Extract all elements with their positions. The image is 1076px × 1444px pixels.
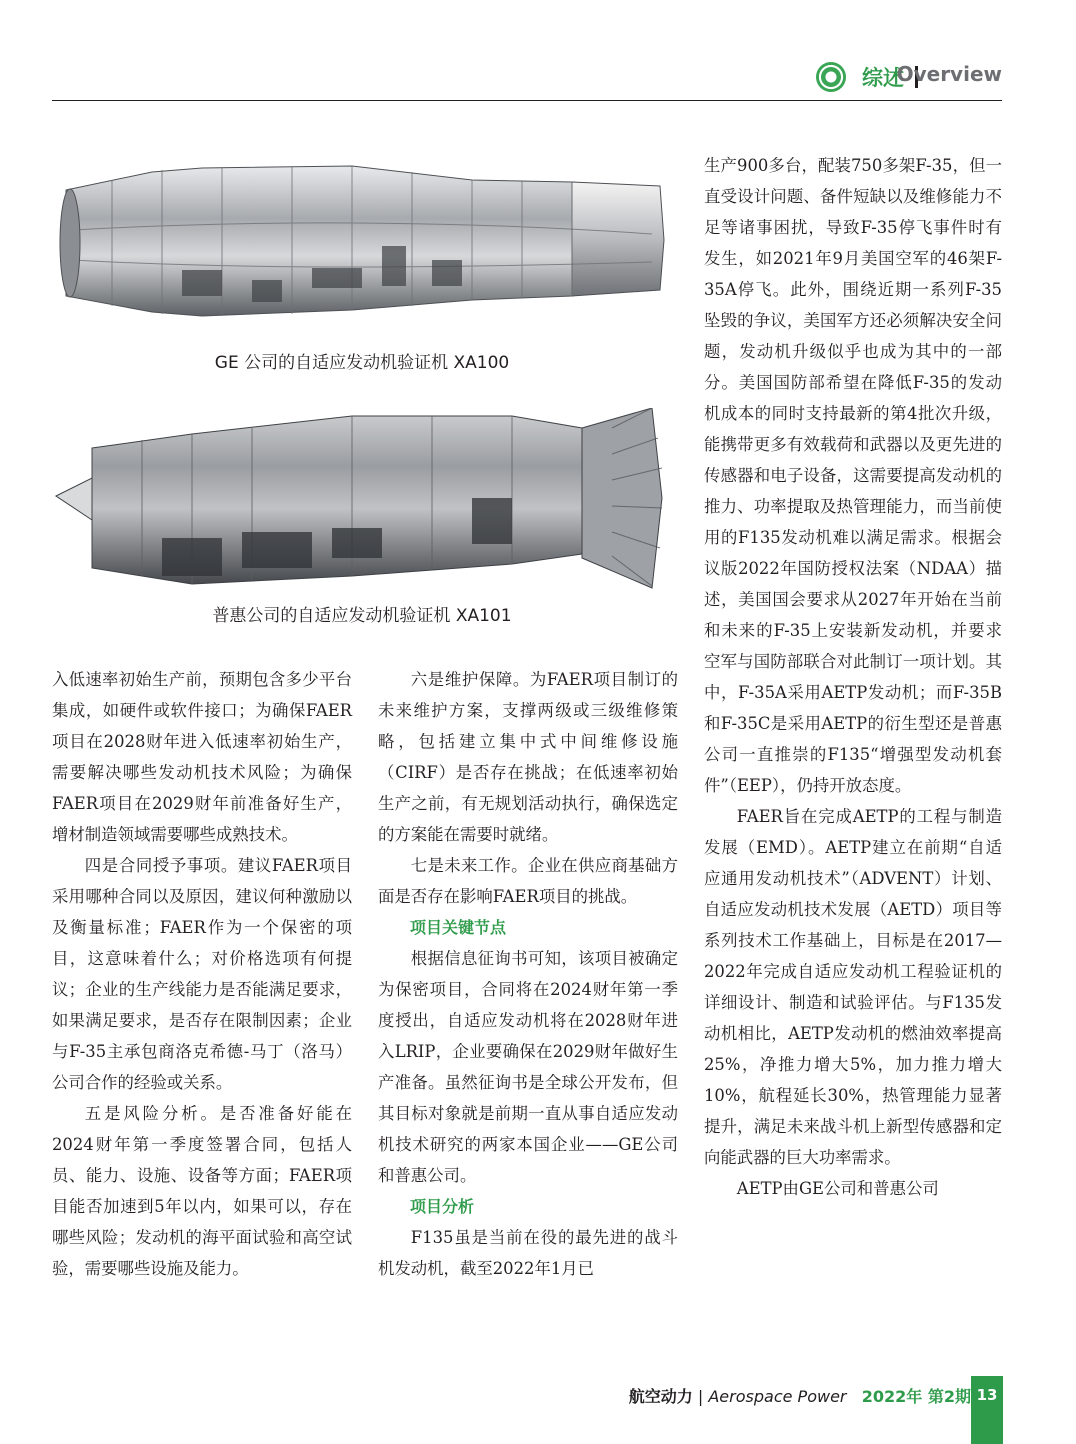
- page-header: [52, 54, 1002, 101]
- section-heading: 项目关键节点: [410, 918, 507, 937]
- xa100-engine-image: [52, 150, 680, 336]
- section-heading: 项目分析: [410, 1197, 475, 1216]
- issue-label: 2022年 第2期: [861, 1387, 971, 1406]
- section-logo-icon: [816, 62, 846, 92]
- page-number: 13: [971, 1376, 1003, 1444]
- paragraph: 五是风险分析。是否准备好能在2024财年第一季度签署合同，包括人员、能力、设施、设备等方面；FAER项目能否加速到5年以内，如果可以，存在哪些风险；发动机的海平面试验和高空试验，需要哪些设施及能力。: [52, 1104, 352, 1278]
- paragraph: AETP由GE公司和普惠公司: [736, 1179, 939, 1198]
- journal-name-cn: 航空动力: [628, 1387, 693, 1406]
- footer-divider: |: [697, 1387, 709, 1406]
- column-3: [704, 150, 1002, 1204]
- column-2: [378, 664, 678, 1284]
- figure-caption-2: 普惠公司的自适应发动机验证机 XA101: [212, 606, 512, 626]
- paragraph: 根据信息征询书可知，该项目被确定为保密项目，合同将在2024财年第一季度授出，自适应发动机将在2028财年进入LRIP，企业要确保在2029财年做好生产准备。虽然征询书是全球公开发布，但其目标对象就是前期一直从事自适应发动机技术研究的两家本国企业——GE公司和普惠公司。: [378, 949, 678, 1185]
- journal-footer: [629, 1384, 971, 1407]
- paragraph: 七是未来工作。企业在供应商基础方面是否存在影响FAER项目的挑战。: [378, 856, 678, 906]
- paragraph: F135虽是当前在役的最先进的战斗机发动机，截至2022年1月已: [378, 1228, 678, 1278]
- section-title-en: Overview: [896, 62, 1002, 86]
- paragraph: FAER旨在完成AETP的工程与制造发展（EMD）。AETP建立在前期“自适应通用发动机技术”（ADVENT）计划、自适应发动机技术发展（AETD）项目等系列技术工作基础上，目标是在2017—2022年完成自适应发动机工程验证机的详细设计、制造和试验评估。与F135发动机相比，AETP发动机的燃油效率提高25%，净推力增大5%，加力推力增大10%，航程延长30%，热管理能力显著提升，满足未来战斗机上新型传感器和定向能武器的巨大功率需求。: [704, 807, 1002, 1167]
- paragraph: 入低速率初始生产前，预期包含多少平台集成，如硬件或软件接口；为确保FAER项目在2028财年进入低速率初始生产，需要解决哪些发动机技术风险；为确保FAER项目在2029财年前准备好生产，增材制造领域需要哪些成熟技术。: [52, 670, 352, 844]
- figure-xa101: [52, 408, 680, 594]
- paragraph: 六是维护保障。为FAER项目制订的未来维护方案，支撑两级或三级维修策略，包括建立集中式中间维修设施（CIRF）是否存在挑战；在低速率初始生产之前，有无规划活动执行，确保选定的方案能在需要时就绪。: [378, 670, 678, 844]
- section-title-cn: 综述: [862, 66, 904, 90]
- figure-xa100: [52, 150, 680, 336]
- journal-name-en: Aerospace Power: [708, 1387, 847, 1406]
- paragraph: 生产900多台，配装750多架F-35，但一直受设计问题、备件短缺以及维修能力不足等诸事困扰，导致F-35停飞事件时有发生，如2021年9月美国空军的46架F-35A停飞。此外，围绕近期一系列F-35坠毁的争议，美国军方还必须解决安全问题，发动机升级似乎也成为其中的一部分。美国国防部希望在降低F-35的发动机成本的同时支持最新的第4批次升级，能携带更多有效载荷和武器以及更先进的传感器和电子设备，这需要提高发动机的推力、功率提取及热管理能力，而当前使用的F135发动机难以满足需求。根据会议版2022年国防授权法案（NDAA）描述，美国国会要求从2027年开始在当前和未来的F-35上安装新发动机，并要求空军与国防部联合对此制订一项计划。其中，F-35A采用AETP发动机；而F-35B和F-35C是采用AETP的衍生型还是普惠公司一直推崇的F135“增强型发动机套件”（EEP），仍持开放态度。: [704, 156, 1002, 795]
- column-1: [52, 664, 352, 1284]
- xa101-engine-image: [52, 408, 680, 594]
- paragraph: 四是合同授予事项。建议FAER项目采用哪种合同以及原因，建议何种激励以及衡量标准；FAER作为一个保密的项目，这意味着什么；对价格选项有何提议；企业的生产线能力是否能满足要求，如果满足要求，是否存在限制因素；企业与F-35主承包商洛克希德-马丁（洛马）公司合作的经验或关系。: [52, 856, 352, 1092]
- figure-caption-1: GE 公司的自适应发动机验证机 XA100: [214, 353, 510, 373]
